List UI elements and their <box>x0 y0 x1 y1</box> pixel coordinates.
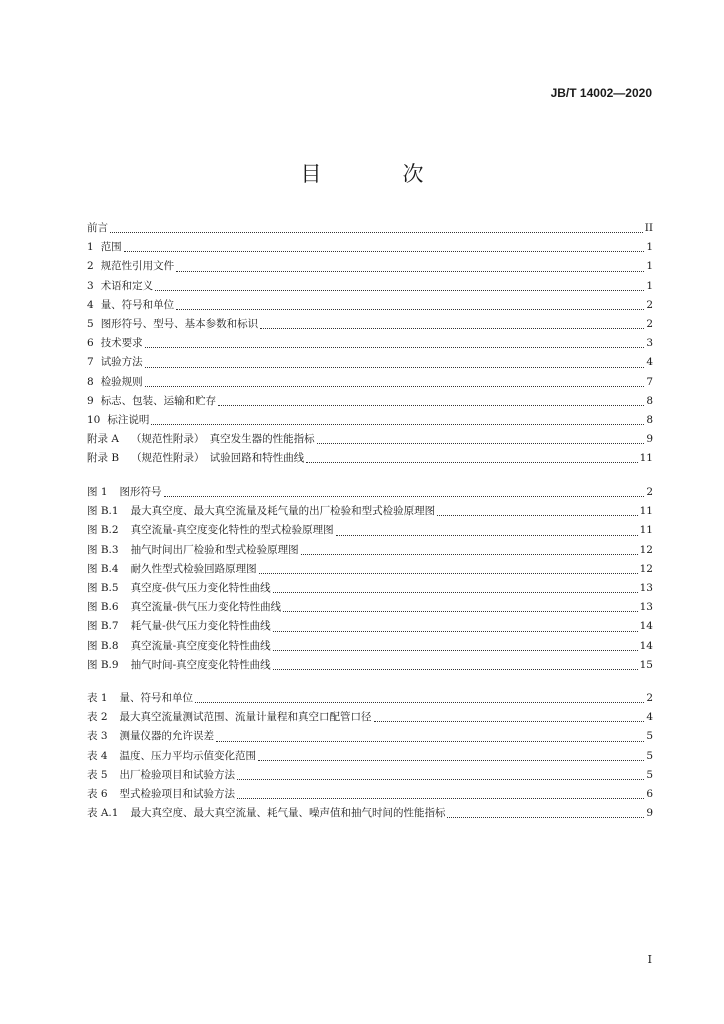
toc-entry-label <box>87 766 235 785</box>
toc-entry-text: 抽气时间-真空度变化特性曲线 <box>130 658 271 671</box>
toc-entry-text: 型式检验项目和试验方法 <box>119 787 236 800</box>
toc-entry-page: 14 <box>639 620 653 633</box>
toc-leader-dots <box>317 442 645 444</box>
toc-entry[interactable] <box>87 708 653 727</box>
toc-leader-dots <box>258 759 644 761</box>
toc-entry-text: 图形符号 <box>119 486 162 498</box>
toc-entry-text: （规范性附录） 真空发生器的性能指标 <box>130 433 315 446</box>
toc-entry[interactable] <box>87 257 653 276</box>
toc-entry-page: 8 <box>646 394 653 407</box>
toc-entry-text: 图形符号、型号、基本参数和标识 <box>100 317 259 330</box>
toc-entry-page: 12 <box>639 543 653 556</box>
toc-entry-number: 表 2 <box>87 711 108 724</box>
toc-entry-page: 7 <box>646 375 653 388</box>
toc-entry-number: 表 4 <box>87 749 108 762</box>
toc-entry-page: 5 <box>646 730 653 743</box>
toc-entry-page: 6 <box>646 787 653 800</box>
toc-entry[interactable] <box>87 411 653 430</box>
toc-entry-label <box>87 411 149 430</box>
toc-leader-dots <box>273 668 638 670</box>
toc-entry-page: 11 <box>639 505 653 518</box>
toc-entry-text: 标志、包装、运输和贮存 <box>100 394 217 407</box>
page-number: I <box>647 953 652 966</box>
toc-leader-dots <box>145 366 645 368</box>
toc-entry[interactable] <box>87 277 653 296</box>
toc-entry-label <box>87 617 271 636</box>
toc-entry-page: 9 <box>646 807 653 820</box>
toc-entry-label <box>87 483 162 502</box>
toc-leader-dots <box>301 553 638 555</box>
toc-entry-label <box>87 541 299 560</box>
toc-entry-page: 15 <box>639 658 653 671</box>
toc-leader-dots <box>336 534 638 536</box>
toc-entry-label <box>87 804 445 823</box>
toc-leader-dots <box>176 308 644 310</box>
toc-figures-section <box>87 483 653 675</box>
toc-entry[interactable] <box>87 219 653 238</box>
toc-entry-page: II <box>644 222 653 234</box>
toc-entry-text: 范围 <box>100 241 122 254</box>
toc-entry-number: 7 <box>87 356 94 369</box>
toc-entry[interactable] <box>87 373 653 392</box>
toc-entry[interactable] <box>87 656 653 675</box>
toc-leader-dots <box>259 572 638 574</box>
toc-entry-page: 2 <box>646 486 653 498</box>
toc-entry-number: 5 <box>87 317 94 330</box>
toc-entry-number: 6 <box>87 337 94 350</box>
toc-leader-dots <box>283 610 637 612</box>
toc-entry-text: 真空流量-供气压力变化特性曲线 <box>130 601 282 614</box>
toc-entry-label <box>87 727 214 746</box>
toc-entry-page: 1 <box>646 279 653 292</box>
toc-entry-number: 2 <box>87 260 94 273</box>
toc-entry-label <box>87 560 257 579</box>
toc-leader-dots <box>447 816 644 818</box>
toc-entry-number: 图 B.7 <box>87 620 119 633</box>
toc-entry-page: 11 <box>639 452 653 465</box>
toc-entry-text: 检验规则 <box>100 375 143 388</box>
toc-entry-page: 1 <box>646 260 653 273</box>
toc-leader-dots <box>151 423 644 425</box>
toc-entry-text: 量、符号和单位 <box>100 298 175 311</box>
toc-leader-dots <box>124 250 645 252</box>
toc-entry-number: 4 <box>87 298 94 311</box>
toc-entry-text: 耗气量-供气压力变化特性曲线 <box>130 620 271 633</box>
toc-entry-number: 图 B.6 <box>87 601 119 614</box>
toc-entry-label <box>87 656 271 675</box>
toc-entry-page: 5 <box>646 768 653 781</box>
toc-entry-text: 测量仪器的允许误差 <box>119 730 215 743</box>
toc-entry-number: 8 <box>87 375 94 388</box>
toc-entry-label <box>87 238 122 257</box>
toc-entry[interactable] <box>87 541 653 560</box>
toc-entry[interactable] <box>87 689 653 708</box>
toc-entry-number: 图 B.9 <box>87 658 119 671</box>
toc-entry-page: 4 <box>646 356 653 369</box>
toc-entry-number: 10 <box>87 413 101 426</box>
toc-entry[interactable] <box>87 296 653 315</box>
toc-main-section <box>87 219 653 468</box>
toc-entry-text: 前言 <box>87 222 108 234</box>
toc-entry-text: 出厂检验项目和试验方法 <box>119 768 236 781</box>
toc-leader-dots <box>195 701 644 703</box>
toc-entry-label <box>87 296 174 315</box>
toc-entry-text: 最大真空度、最大真空流量及耗气量的出厂检验和型式检验原理图 <box>130 505 436 518</box>
toc-entry-page: 11 <box>639 524 653 537</box>
toc-entry-text: 量、符号和单位 <box>119 692 194 704</box>
toc-leader-dots <box>437 514 638 516</box>
toc-entry-label <box>87 219 108 238</box>
toc-entry-number: 3 <box>87 279 94 292</box>
toc-tables-section <box>87 689 653 823</box>
toc-entry-label <box>87 334 143 353</box>
toc-entry[interactable] <box>87 392 653 411</box>
toc-entry-text: 技术要求 <box>100 337 143 350</box>
toc-leader-dots <box>110 231 643 233</box>
toc-entry-number: 9 <box>87 394 94 407</box>
toc-entry-text: 最大真空流量测试范围、流量计量程和真空口配管口径 <box>119 711 372 724</box>
toc-entry[interactable] <box>87 617 653 636</box>
toc-entry[interactable] <box>87 353 653 372</box>
toc-entry-label <box>87 257 174 276</box>
toc-entry[interactable] <box>87 598 653 617</box>
toc-leader-dots <box>237 778 644 780</box>
toc-leader-dots <box>145 346 645 348</box>
toc-entry-number: 附录 B <box>87 452 120 465</box>
toc-leader-dots <box>218 404 644 406</box>
toc-entry-text: 标注说明 <box>107 413 150 426</box>
toc-leader-dots <box>374 720 645 722</box>
toc-entry-number: 图 B.5 <box>87 581 119 594</box>
toc-entry-number: 图 B.1 <box>87 505 119 518</box>
toc-entry[interactable] <box>87 785 653 804</box>
toc-entry-number: 图 B.2 <box>87 524 119 537</box>
toc-entry-text: 术语和定义 <box>100 279 154 292</box>
toc-entry-text: 耐久性型式检验回路原理图 <box>130 562 257 575</box>
toc-entry-number: 图 B.8 <box>87 639 119 652</box>
toc-leader-dots <box>176 270 644 272</box>
toc-entry-text: 试验方法 <box>100 356 143 369</box>
toc-leader-dots <box>145 385 645 387</box>
toc-entry-text: 抽气时间出厂检验和型式检验原理图 <box>130 543 299 556</box>
toc-entry-label <box>87 689 193 708</box>
toc-entry-number: 图 1 <box>87 486 108 498</box>
toc-entry-label <box>87 521 334 540</box>
toc-entry[interactable] <box>87 502 653 521</box>
toc-entry-text: 真空流量-真空度变化特性曲线 <box>130 639 271 652</box>
toc-entry[interactable] <box>87 804 653 823</box>
toc-entry-number: 表 5 <box>87 768 108 781</box>
toc-entry-text: 真空流量-真空度变化特性的型式检验原理图 <box>130 524 334 537</box>
toc-leader-dots <box>237 797 644 799</box>
toc-entry-page: 1 <box>646 241 653 254</box>
toc-entry-page: 12 <box>639 562 653 575</box>
toc-entry-label <box>87 598 281 617</box>
toc-entry[interactable] <box>87 560 653 579</box>
toc-entry-page: 4 <box>646 711 653 724</box>
toc-entry-label <box>87 747 256 766</box>
toc-entry-label <box>87 353 143 372</box>
toc-entry-page: 9 <box>646 433 653 446</box>
toc-entry-page: 8 <box>646 413 653 426</box>
toc-entry-label <box>87 785 235 804</box>
toc-entry-label <box>87 708 372 727</box>
toc-leader-dots <box>216 740 644 742</box>
toc-entry-page: 13 <box>639 601 653 614</box>
toc-entry[interactable] <box>87 747 653 766</box>
toc-entry[interactable] <box>87 483 653 502</box>
toc-entry-label <box>87 579 271 598</box>
toc-entry[interactable] <box>87 727 653 746</box>
toc-entry-number: 1 <box>87 241 94 254</box>
toc-entry-text: 真空度-供气压力变化特性曲线 <box>130 581 271 594</box>
toc-entry-label <box>87 373 143 392</box>
toc-leader-dots <box>273 591 638 593</box>
toc-leader-dots <box>306 461 637 463</box>
toc-leader-dots <box>273 630 638 632</box>
toc-entry-label <box>87 449 304 468</box>
toc-entry-page: 14 <box>639 639 653 652</box>
toc-entry-page: 2 <box>646 298 653 311</box>
toc-entry-number: 表 6 <box>87 787 108 800</box>
toc-entry-label <box>87 502 435 521</box>
toc-entry-number: 图 B.3 <box>87 543 119 556</box>
page-title: 目 次 <box>300 162 454 186</box>
toc-entry-text: （规范性附录） 试验回路和特性曲线 <box>131 452 305 465</box>
toc-entry-page: 2 <box>646 317 653 330</box>
toc-entry-label <box>87 277 153 296</box>
toc-entry-number: 表 A.1 <box>87 807 119 820</box>
toc-entry-number: 表 1 <box>87 692 108 704</box>
toc-entry-label <box>87 392 216 411</box>
toc-entry-text: 温度、压力平均示值变化范围 <box>119 749 257 762</box>
toc-leader-dots <box>155 289 644 291</box>
toc-entry[interactable] <box>87 579 653 598</box>
toc-entry-text: 规范性引用文件 <box>100 260 175 273</box>
toc-entry-number: 附录 A <box>87 433 119 446</box>
toc-entry[interactable] <box>87 315 653 334</box>
toc-entry-page: 2 <box>646 692 653 704</box>
toc-entry[interactable] <box>87 766 653 785</box>
toc-entry-label <box>87 315 258 334</box>
toc-entry[interactable] <box>87 449 653 468</box>
toc-entry[interactable] <box>87 637 653 656</box>
toc-entry-page: 3 <box>646 337 653 350</box>
toc-entry-number: 图 B.4 <box>87 562 119 575</box>
toc-leader-dots <box>164 495 645 497</box>
toc-entry-label <box>87 637 271 656</box>
toc-entry[interactable] <box>87 238 653 257</box>
toc-entry-page: 13 <box>639 581 653 594</box>
toc-entry-number: 表 3 <box>87 730 108 743</box>
document-number: JB/T 14002—2020 <box>550 86 652 100</box>
toc-entry-text: 最大真空度、最大真空流量、耗气量、噪声值和抽气时间的性能指标 <box>130 807 446 820</box>
toc-entry[interactable] <box>87 430 653 449</box>
toc-leader-dots <box>273 649 638 651</box>
toc-entry[interactable] <box>87 521 653 540</box>
toc-entry-page: 5 <box>646 749 653 762</box>
toc-leader-dots <box>260 327 644 329</box>
toc-entry[interactable] <box>87 334 653 353</box>
toc-entry-label <box>87 430 315 449</box>
